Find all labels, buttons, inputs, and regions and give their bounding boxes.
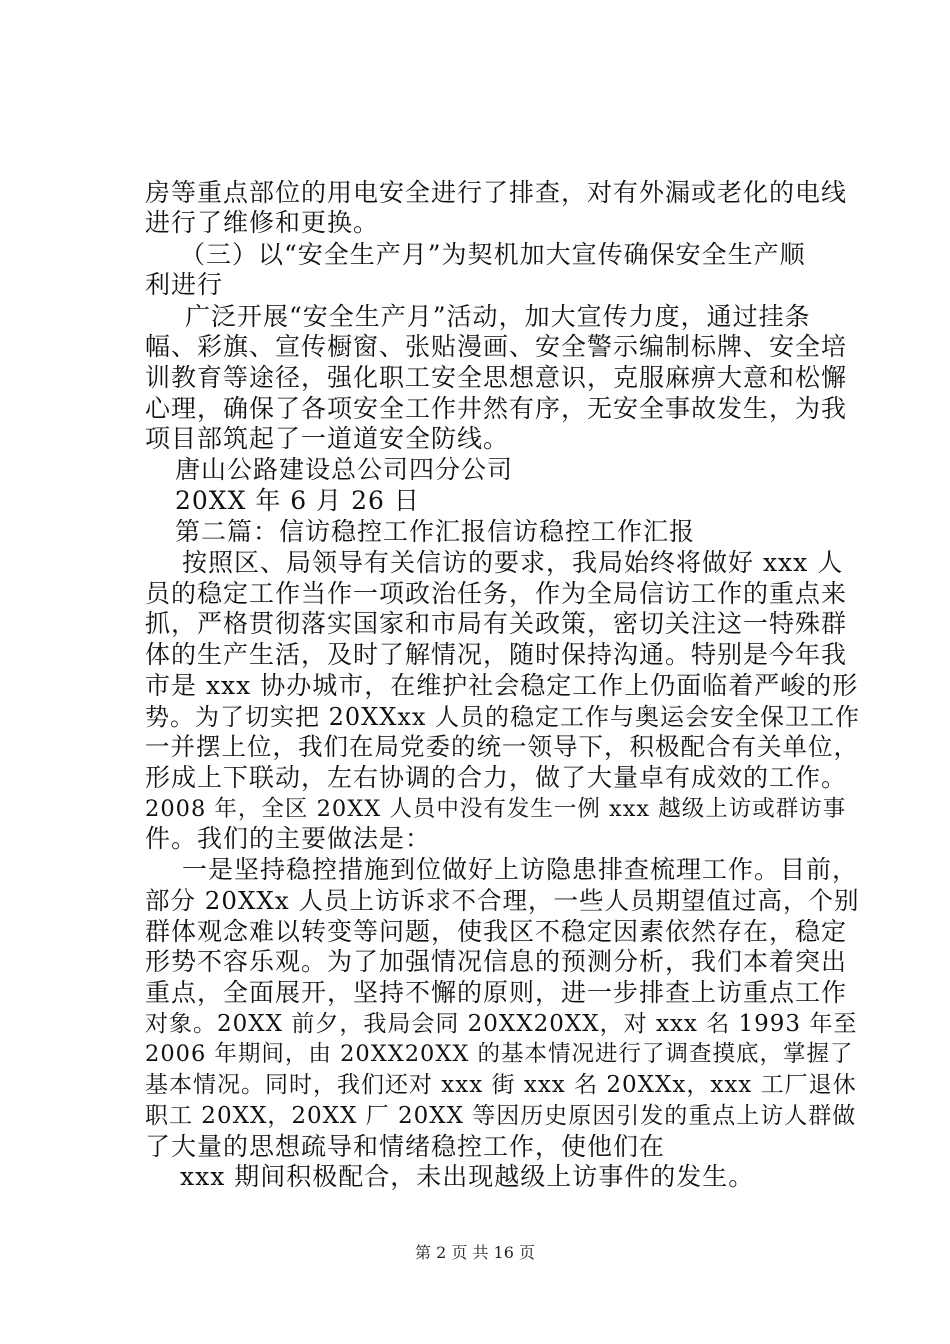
text-line: 利进行 (145, 270, 224, 299)
text-line: 形势不容乐观。为了加强情况信息的预测分析，我们本着突出 (145, 947, 848, 976)
text-line: 房等重点部位的用电安全进行了排查，对有外漏或老化的电线 (145, 178, 848, 207)
text-line: 员的稳定工作当作一项政治任务，作为全局信访工作的重点来 (145, 579, 848, 608)
text-line: 件。我们的主要做法是： (145, 824, 432, 853)
signature-date: 20XX 年 6 月 26 日 (175, 486, 420, 515)
text-line: 抓，严格贯彻落实国家和市局有关政策，密切关注这一特殊群 (145, 609, 848, 638)
signature-company: 唐山公路建设总公司四分公司 (175, 455, 514, 484)
text-line: 进行了维修和更换。 (145, 208, 380, 237)
text-line: 市是 xxx 协办城市，在维护社会稳定工作上仍面临着严峻的形 (145, 671, 859, 700)
text-line: 心理，确保了各项安全工作井然有序，无安全事故发生，为我 (145, 394, 848, 423)
text-line: 幅、彩旗、宣传橱窗、张贴漫画、安全警示编制标牌、安全培 (145, 332, 848, 361)
text-line: 体的生产生活，及时了解情况，随时保持沟通。特别是今年我 (145, 640, 848, 669)
text-line: 按照区、局领导有关信访的要求，我局始终将做好 xxx 人 (182, 548, 844, 577)
text-line: xxx 期间积极配合，未出现越级上访事件的发生。 (180, 1162, 755, 1191)
text-line: 势。为了切实把 20XXxx 人员的稳定工作与奥运会安全保卫工作 (145, 703, 861, 731)
text-line: 了大量的思想疏导和情绪稳控工作，使他们在 (145, 1132, 666, 1161)
text-line: 一是坚持稳控措施到位做好上访隐患排查梳理工作。目前， (182, 855, 859, 884)
text-line: 群体观念难以转变等问题，使我区不稳定因素依然存在，稳定 (145, 917, 848, 946)
text-line: 重点，全面展开，坚持不懈的原则，进一步排查上访重点工作 (145, 978, 848, 1007)
text-line: 职工 20XX，20XX 厂 20XX 等因历史原因引发的重点上访人群做 (145, 1103, 857, 1129)
text-line: 对象。20XX 前夕，我局会同 20XX20XX，对 xxx 名 1993 年至 (145, 1011, 858, 1037)
text-line: （三）以“安全生产月”为契机加大宣传确保安全生产顺 (180, 240, 806, 269)
text-line: 广泛开展“安全生产月”活动，加大宣传力度，通过挂条 (185, 302, 811, 331)
page-number-footer: 第 2 页 共 16 页 (415, 1243, 535, 1262)
text-line: 项目部筑起了一道道安全防线。 (145, 424, 510, 453)
text-line: 形成上下联动，左右协调的合力，做了大量卓有成效的工作。 (145, 763, 848, 792)
text-line: 训教育等途径，强化职工安全思想意识，克服麻痹大意和松懈 (145, 363, 848, 392)
text-line: 2006 年期间，由 20XX20XX 的基本情况进行了调查摸底，掌握了 (145, 1041, 854, 1067)
text-line: 2008 年，全区 20XX 人员中没有发生一例 xxx 越级上访或群访事 (145, 796, 847, 822)
text-line: 基本情况。同时，我们还对 xxx 街 xxx 名 20XXx，xxx 工厂退休 (145, 1072, 857, 1098)
section-heading: 第二篇：信访稳控工作汇报信访稳控工作汇报 (175, 517, 696, 546)
text-line: 部分 20XXx 人员上访诉求不合理，一些人员期望值过高，个别 (145, 886, 860, 915)
text-line: 一并摆上位，我们在局党委的统一领导下，积极配合有关单位， (145, 732, 859, 761)
